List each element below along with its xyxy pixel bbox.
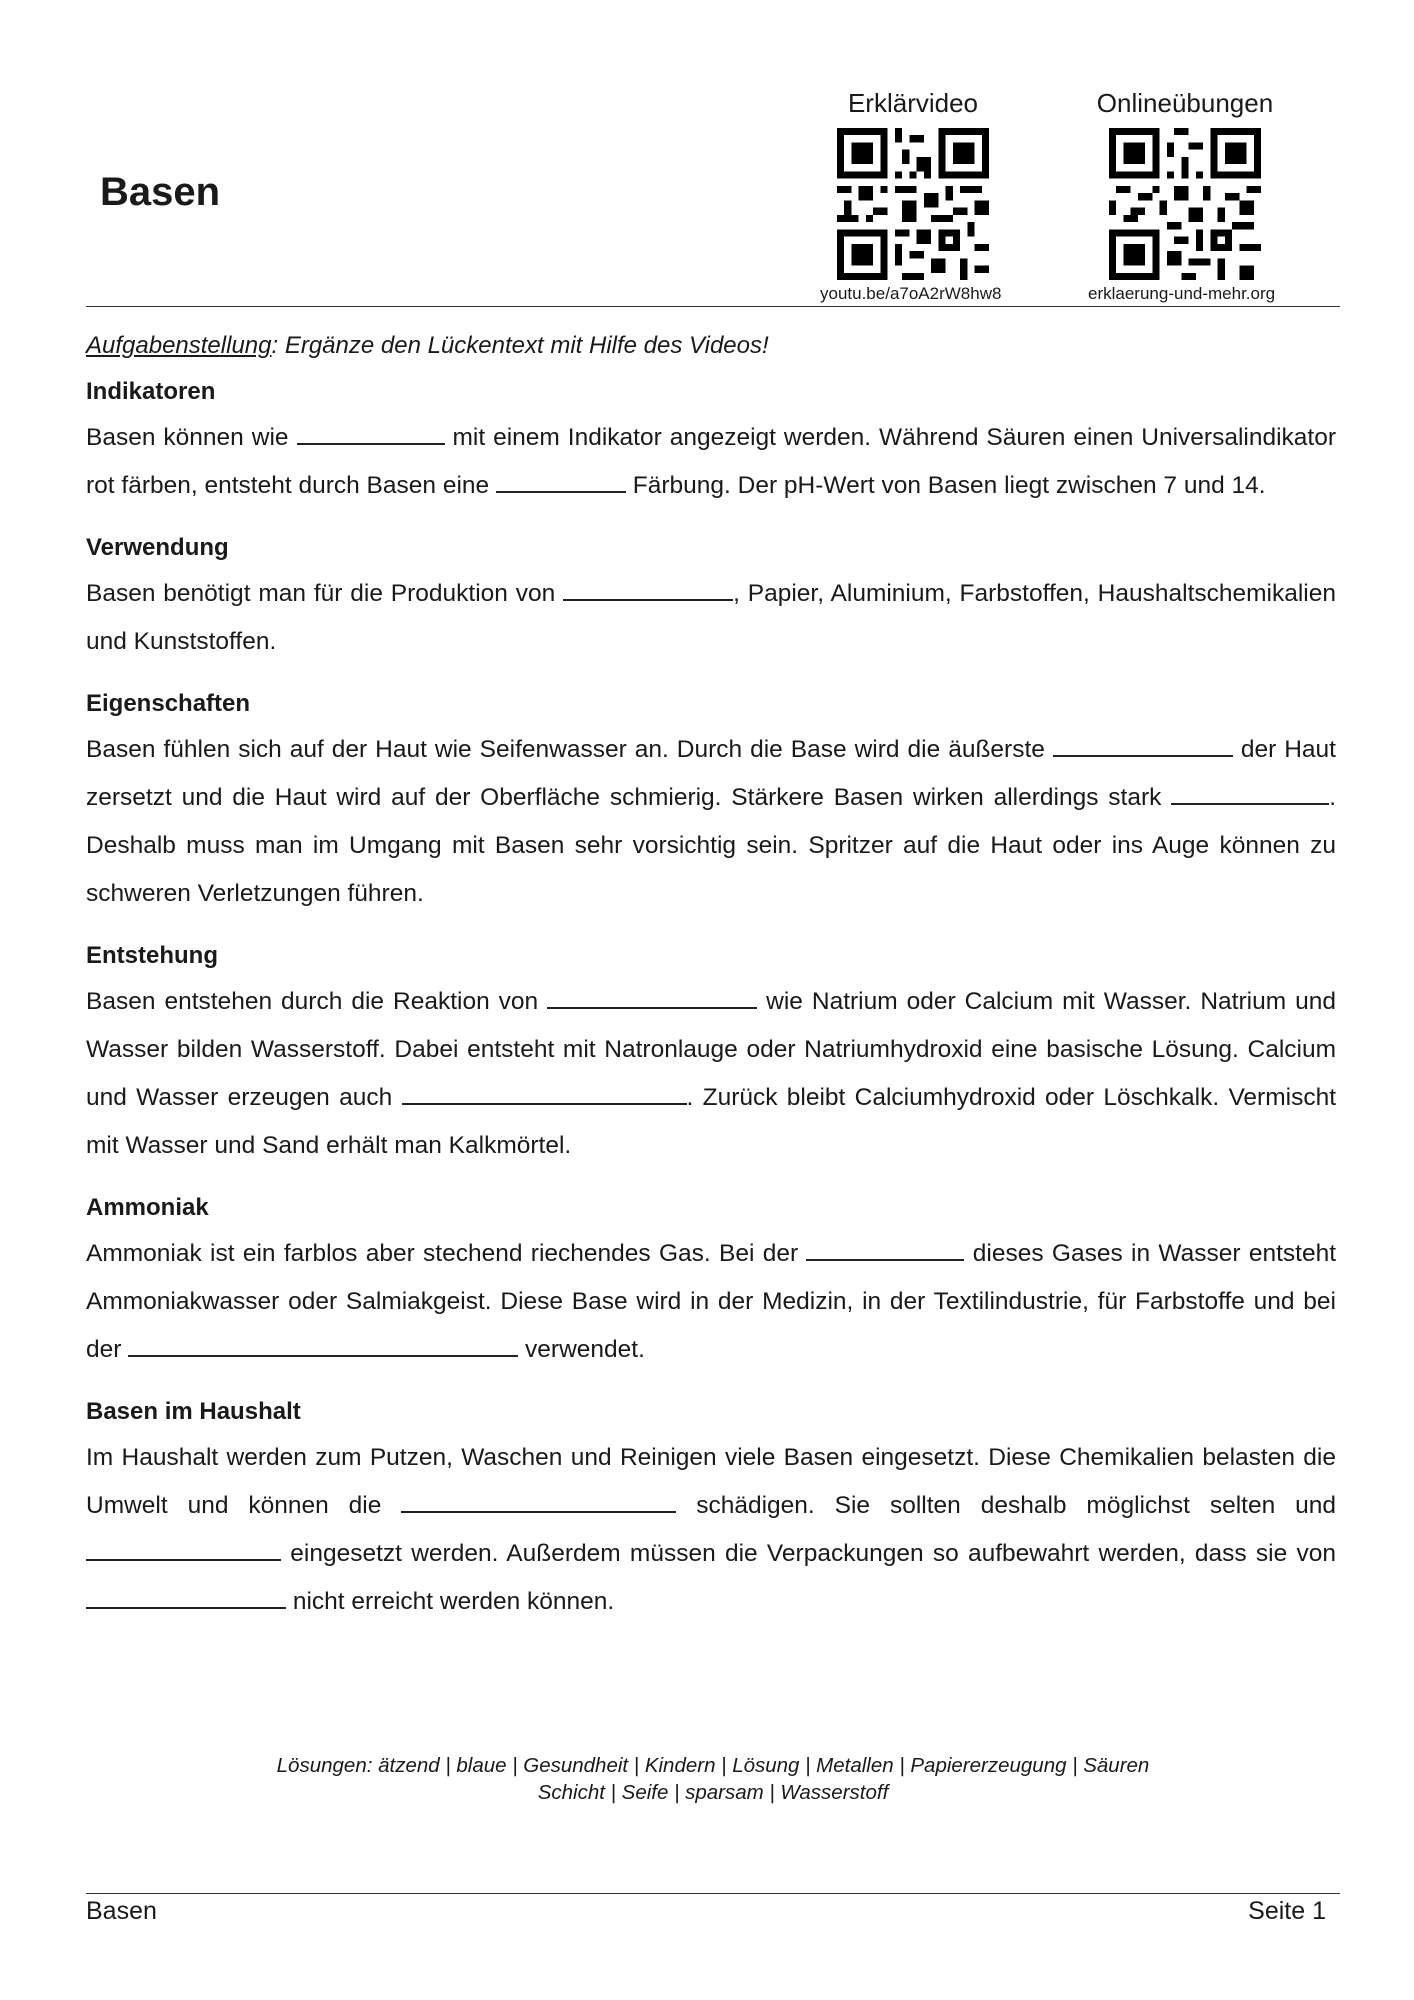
gap-blank[interactable]	[1053, 733, 1233, 757]
gap-blank[interactable]	[402, 1081, 687, 1105]
gap-blank[interactable]	[86, 1537, 281, 1561]
paragraph-text: Färbung. Der pH-Wert von Basen liegt zwischen 7 und 14.	[632, 472, 1266, 499]
gap-blank[interactable]	[806, 1237, 964, 1261]
paragraph-text: Basen benötigt man für die Produktion von	[86, 580, 556, 607]
task-text: : Ergänze den Lückentext mit Hilfe des Videos!	[271, 332, 769, 359]
section-haushalt	[86, 1396, 1336, 1626]
gap-blank[interactable]	[86, 1585, 286, 1609]
qr-label-exercises: Onlineübungen	[1096, 88, 1274, 118]
section-eigenschaften	[86, 688, 1336, 918]
paragraph-text: mit einem Indikator angezeigt werden. Während Säuren einen Universalindikator rot färben, entsteht durch Basen eine	[86, 424, 1336, 499]
qr-url-exercises[interactable]: erklaerung-und-mehr.org	[1088, 284, 1276, 303]
task-instruction	[86, 330, 1336, 362]
paragraph-text: eingesetzt werden. Außerdem müssen die Verpackungen so aufbewahrt werden, dass sie von	[290, 1540, 1336, 1567]
gap-blank[interactable]	[496, 469, 626, 493]
section-paragraph	[86, 414, 1336, 510]
qr-block-video	[813, 88, 1013, 280]
qr-url-video[interactable]: youtu.be/a7oA2rW8hw8	[820, 284, 1002, 303]
gap-blank[interactable]	[1171, 781, 1329, 805]
footer-title: Basen	[86, 1897, 157, 1925]
section-paragraph	[86, 570, 1336, 666]
gap-blank[interactable]	[401, 1489, 676, 1513]
paragraph-text: dieses Gases in Wasser entsteht Ammoniakwasser oder Salmiakgeist. Diese Base wird in der Medizin, in der Textilindustrie, für Farbstoffe und bei der	[86, 1240, 1336, 1363]
paragraph-text: Im Haushalt werden zum Putzen, Waschen und Reinigen viele Basen eingesetzt. Diese Chemikalien belasten die Umwelt und können die	[86, 1444, 1336, 1519]
solutions-list	[86, 1752, 1340, 1806]
section-paragraph	[86, 978, 1336, 1170]
section-entstehung	[86, 940, 1336, 1170]
header-divider	[86, 306, 1340, 307]
solutions-line: Lösungen: ätzend | blaue | Gesundheit | Kindern | Lösung | Metallen | Papiererzeugung | Säuren	[276, 1754, 1150, 1777]
gap-blank[interactable]	[297, 421, 445, 445]
section-paragraph	[86, 726, 1336, 918]
paragraph-text: , Papier, Aluminium, Farbstoffen, Haushaltschemikalien und Kunststoffen.	[86, 580, 1336, 655]
paragraph-text: . Zurück bleibt Calciumhydroxid oder Löschkalk. Vermischt mit Wasser und Sand erhält man Kalkmörtel.	[86, 1084, 1337, 1159]
section-heading: Ammoniak	[86, 1194, 209, 1221]
paragraph-text: Basen können wie	[86, 424, 289, 451]
qr-code-icon[interactable]	[1109, 128, 1261, 280]
paragraph-text: nicht erreicht werden können.	[292, 1588, 615, 1615]
footer-divider	[86, 1893, 1340, 1894]
paragraph-text: schädigen. Sie sollten deshalb möglichst selten und	[696, 1492, 1336, 1519]
section-heading: Indikatoren	[86, 378, 216, 405]
solutions-line: Schicht | Seife | sparsam | Wasserstoff	[537, 1781, 889, 1804]
page-number: Seite 1	[1248, 1897, 1326, 1925]
section-verwendung	[86, 532, 1336, 666]
paragraph-text: Basen fühlen sich auf der Haut wie Seifenwasser an. Durch die Base wird die äußerste	[86, 736, 1045, 763]
section-paragraph	[86, 1230, 1336, 1374]
section-heading: Eigenschaften	[86, 690, 251, 717]
gap-blank[interactable]	[547, 985, 757, 1009]
section-indikatoren	[86, 376, 1336, 510]
paragraph-text: verwendet.	[525, 1336, 645, 1363]
page-title: Basen	[100, 170, 221, 214]
paragraph-text: der Haut zersetzt und die Haut wird auf der Oberfläche schmierig. Stärkere Basen wirken allerdings stark	[86, 736, 1336, 811]
section-paragraph	[86, 1434, 1336, 1626]
gap-blank[interactable]	[128, 1333, 518, 1357]
paragraph-text: wie Natrium oder Calcium mit Wasser. Natrium und Wasser bilden Wasserstoff. Dabei entsteht mit Natronlauge oder Natriumhydroxid eine basische Lösung. Calcium und Wasser erzeugen auch	[86, 988, 1336, 1111]
section-heading: Verwendung	[86, 534, 229, 561]
paragraph-text: Basen entstehen durch die Reaktion von	[86, 988, 539, 1015]
worksheet-content	[86, 330, 1336, 1648]
qr-label-video: Erklärvideo	[847, 88, 979, 118]
task-label: Aufgabenstellung	[86, 332, 272, 359]
qr-code-icon[interactable]	[837, 128, 989, 280]
section-heading: Entstehung	[86, 942, 218, 969]
gap-blank[interactable]	[563, 577, 733, 601]
paragraph-text: . Deshalb muss man im Umgang mit Basen sehr vorsichtig sein. Spritzer auf die Haut oder ins Auge können zu schweren Verletzungen führen.	[86, 784, 1337, 907]
section-ammoniak	[86, 1192, 1336, 1374]
section-heading: Basen im Haushalt	[86, 1398, 301, 1425]
paragraph-text: Ammoniak ist ein farblos aber stechend riechendes Gas. Bei der	[86, 1240, 799, 1267]
qr-block-exercises	[1085, 88, 1285, 280]
